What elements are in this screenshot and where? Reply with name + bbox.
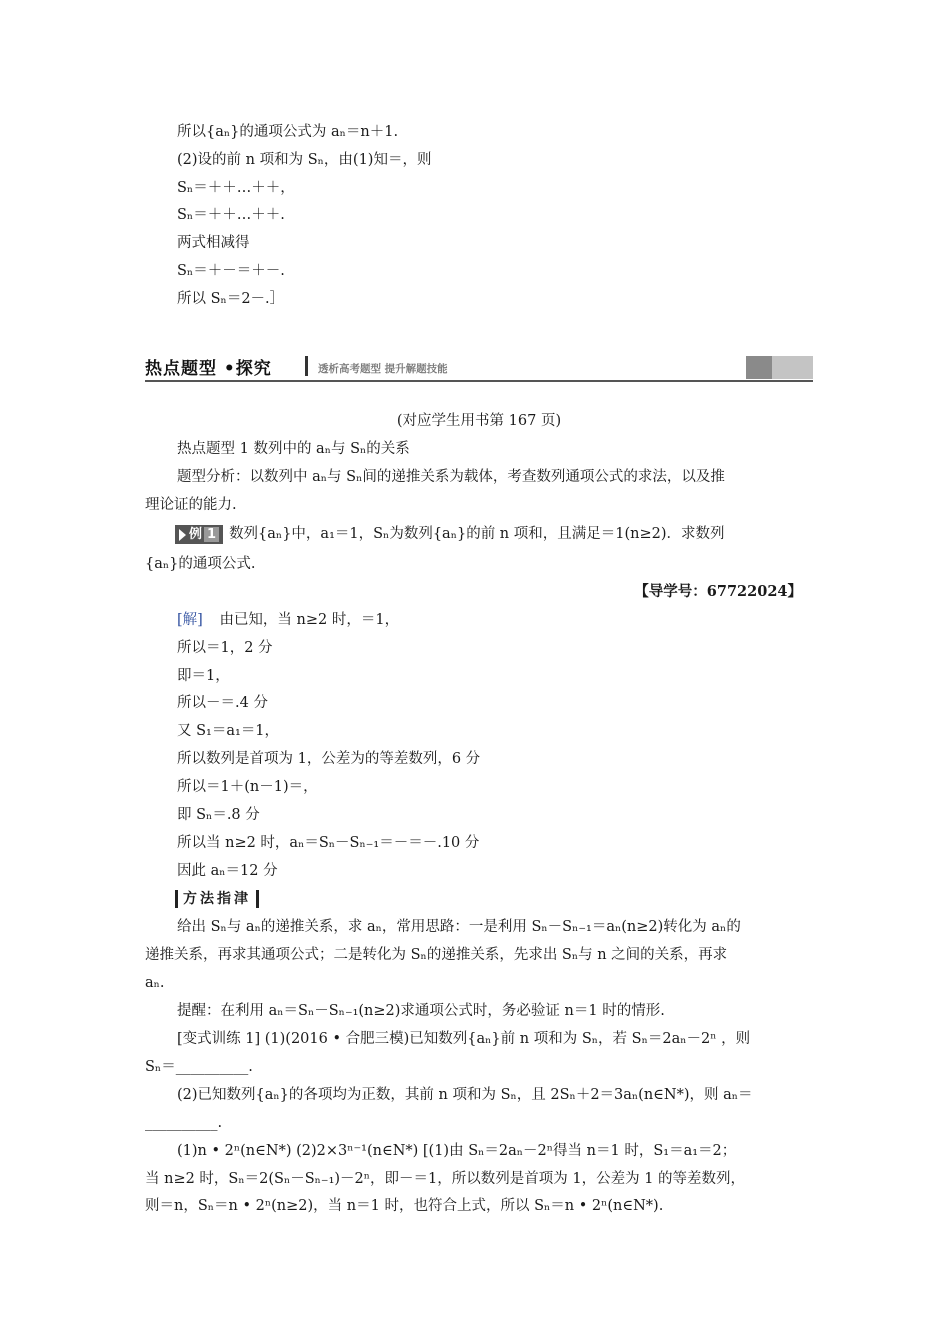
solution-step: 即 Sₙ＝.8 分 [177,807,260,823]
text-line: (2)设的前 n 项和为 Sₙ，由(1)知＝，则 [177,152,432,168]
analysis-line: 题型分析：以数列中 aₙ与 Sₙ间的递推关系为载体，考查数列通项公式的求法，以及推 [177,469,725,485]
solution-step: 所以＝1，2 分 [177,640,273,656]
solution-step: 即＝1， [177,668,230,684]
exercise-line: [变式训练 1] (1)(2016 • 合肥三模)已知数列{aₙ}前 n 项和为 Sₙ，若 Sₙ＝2aₙ－2ⁿ ，则 [177,1031,751,1047]
text-line: Sₙ＝＋＋…＋＋. [177,207,285,223]
method-heading: 方法指津 [175,890,259,908]
solution-first-line [177,610,399,630]
text-line: 所以{aₙ}的通项公式为 aₙ＝n＋1. [177,124,399,140]
topic-title: 热点题型 1 数列中的 aₙ与 Sₙ的关系 [177,441,410,457]
method-line: aₙ. [145,975,165,991]
solution-text: 由已知，当 n≥2 时，＝1， [219,612,400,628]
text-line: Sₙ＝＋－＝＋－. [177,263,285,279]
text-line: Sₙ＝＋＋…＋＋， [177,180,295,196]
method-line: 递推关系，再求其通项公式；二是转化为 Sₙ的递推关系，先求出 Sₙ与 n 之间的关系，再求 [145,947,728,963]
solution-step: 所以当 n≥2 时，aₙ＝Sₙ－Sₙ₋₁＝－＝－.10 分 [177,835,480,851]
answer-line: (1)n • 2ⁿ(n∈N*) (2)2×3ⁿ⁻¹(n∈N*) [(1)由 Sₙ＝2aₙ－2ⁿ得当 n＝1 时，S₁＝a₁＝2； [177,1143,737,1159]
solution-step: 又 S₁＝a₁＝1， [177,723,280,739]
method-reminder: 提醒：在利用 aₙ＝Sₙ－Sₙ₋₁(n≥2)求通项公式时，务必验证 n＝1 时的情形. [177,1003,665,1019]
page-reference: (对应学生用书第 167 页) [396,413,562,429]
method-line: 给出 Sₙ与 aₙ的递推关系，求 aₙ，常用思路：一是利用 Sₙ－Sₙ₋₁＝aₙ(n≥2)转化为 aₙ的 [177,919,741,935]
example-text: 数列{aₙ}中，a₁＝1，Sₙ为数列{aₙ}的前 n 项和，且满足＝1(n≥2)．求数列 [229,526,725,542]
solution-step: 所以－＝.4 分 [177,695,268,711]
answer-line: 当 n≥2 时，Sₙ＝2(Sₙ－Sₙ₋₁)－2ⁿ，即－＝1，所以数列是首项为 1，公差为 1 的等差数列， [145,1171,746,1187]
banner-decoration-light [772,356,813,379]
banner-decoration-dark [746,356,772,379]
banner-divider [305,356,308,376]
solution-step: 所以＝1＋(n－1)＝， [177,779,318,795]
banner-subtitle: 透析高考题型 提升解题技能 [318,363,448,375]
solution-step: 所以数列是首项为 1，公差为的等差数列，6 分 [177,751,481,767]
banner-rule [145,380,813,382]
example-tag: 例 1 [175,525,223,544]
solution-step: 因此 aₙ＝12 分 [177,863,278,879]
analysis-line: 理论证的能力. [145,497,237,513]
example-line [175,524,725,544]
exercise-line: (2)已知数列{aₙ}的各项均为正数，其前 n 项和为 Sₙ，且 2Sₙ＋2＝3aₙ(n∈N*)，则 aₙ＝ [177,1087,753,1103]
banner-title: 热点题型 •探究 [145,359,272,379]
triangle-icon [179,529,186,541]
exercise-line: __________. [145,1115,223,1131]
solution-label: [解] [177,612,203,628]
section-banner [145,352,813,384]
text-line: 两式相减得 [177,235,250,251]
example-line: {aₙ}的通项公式. [145,556,256,572]
exercise-line: Sₙ＝__________. [145,1059,253,1075]
guide-number: 【导学号：67722024】 [634,583,802,600]
answer-line: 则＝n，Sₙ＝n • 2ⁿ(n≥2)，当 n＝1 时，也符合上式，所以 Sₙ＝n • 2ⁿ(n∈N*). [145,1198,664,1214]
text-line: 所以 Sₙ＝2－.］ [177,291,285,307]
